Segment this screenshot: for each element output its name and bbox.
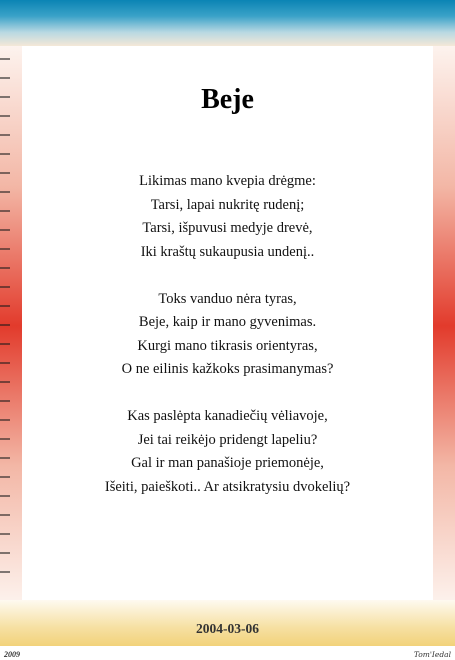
poem-line: Tarsi, išpuvusi medyje drevė, xyxy=(142,220,313,236)
author-signature: Tom'Iedal xyxy=(413,650,451,659)
poem-line: Jei tai reikėjo pridengt lapeliu? xyxy=(137,431,318,448)
poem-line: Toks vanduo nėra tyras, xyxy=(158,290,297,307)
poem-line: Kurgi mano tikrasis orientyras, xyxy=(137,337,318,354)
footer-year: 2009 xyxy=(4,650,20,659)
poem-line: Kas paslėpta kanadiečių vėliavoje, xyxy=(127,408,328,424)
top-banner xyxy=(0,0,455,46)
poem-line: Gal ir man panašioje priemonėje, xyxy=(131,455,324,471)
poem-body xyxy=(0,170,455,523)
poem-date: 2004-03-06 xyxy=(196,621,259,636)
poem-line: Išeiti, paieškoti.. Ar atsikratysiu dvokelių? xyxy=(104,478,351,495)
stanza xyxy=(0,288,455,382)
poem-line: Likimas mano kvepia drėgme: xyxy=(139,173,316,189)
poem-title: Beje xyxy=(201,84,254,115)
stanza xyxy=(0,170,455,264)
stanza xyxy=(0,405,455,499)
poem-line: O ne eilinis kažkoks prasimanymas? xyxy=(121,361,334,377)
poem-line: Beje, kaip ir mano gyvenimas. xyxy=(138,314,317,330)
poem-line: Tarsi, lapai nukritę rudenį; xyxy=(150,196,305,213)
poem-line: Iki kraštų sukaupusia undenį.. xyxy=(140,243,315,260)
